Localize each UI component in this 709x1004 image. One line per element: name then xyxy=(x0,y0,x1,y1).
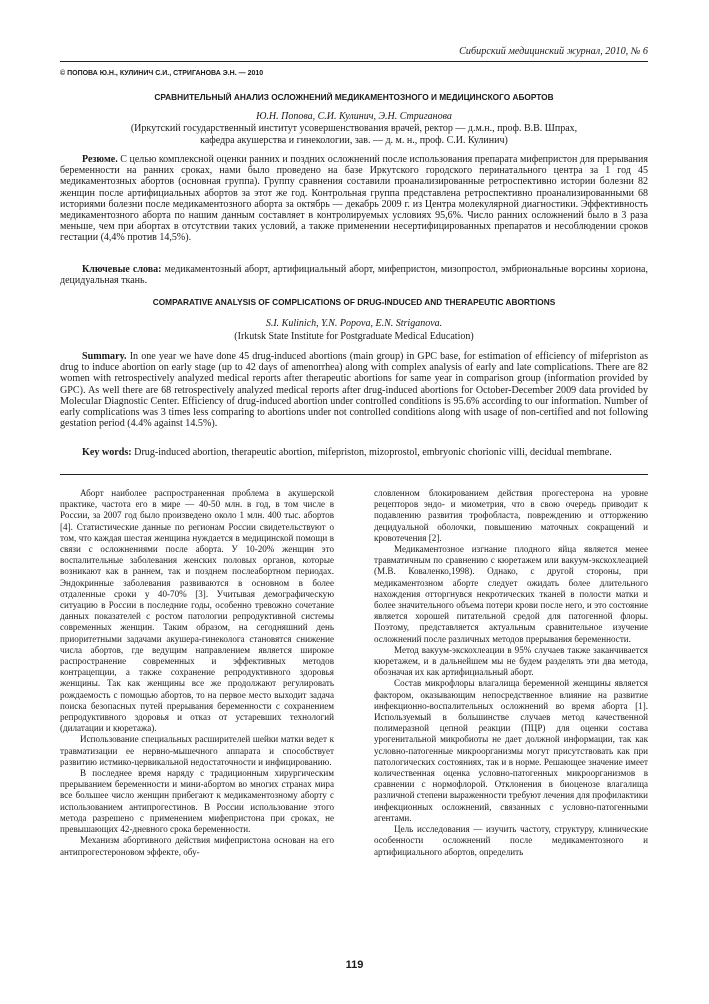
summary-text-ru: С целью комплексной оценки ранних и поздних осложнений после использования препарата мифепристон для прерывания беременности на ранних сроках, нами было проведено на базе Иркутского городского перинатального центра за 1 год 45 медикаментозных абортов (основная группа). Группу сравнения составили проанализированные ретроспективно истории болезни 82 женщин после артифициальных абортов за этот же год. Контрольная группа представлена ретроспективно проанализированными 68 историями болезни после медикаментозного аборта за октябрь — декабрь 2009 г. из Центра молекулярной диагностики. Эффективность медикаментозного аборта по нашим данным составляет в контролируемых условиях 95,6%. Число ранних осложнений было в 3 раза меньше, чем при абортах в отсутствии таких условий, а также применении несертифицированных препаратов и несоблюдении сроков гестации (4,4% против 14,5%). xyxy=(60,154,648,244)
summary-label-en: Summary. xyxy=(82,351,127,362)
body-paragraph: Метод вакуум-экскохлеации в 95% случаев также заканчивается кюретажем, и в дальнейшем мы не будем разделять эти два метода, обозначая их как артифициальный аборт. xyxy=(374,644,648,678)
page-number: 119 xyxy=(345,959,364,971)
body-column-left xyxy=(60,488,334,858)
body-column-right xyxy=(374,488,648,858)
keywords-label-ru: Ключевые слова: xyxy=(82,264,162,275)
body-paragraph: Цель исследования — изучить частоту, структуру, клинические особенности осложнений после медикаментозного и артифициального абортов, определить xyxy=(374,824,648,857)
body-paragraph: Использование специальных расширителей шейки матки ведет к травматизации ее нервно-мышечного аппарата и способствует развитию истмико-цервикальной недостаточности и инфицированию. xyxy=(60,734,334,767)
body-paragraph: Медикаментозное изгнание плодного яйца является менее травматичным по сравнению с кюретажем или вакуум-экскохлеацией (М.В. Коваленко,1998). Однако, с другой стороны, при медикаментозном аборте следует ожидать более длительного нахождения отторгнувся некротических тканей в полости матки и более значительного объема потери крови после него, и это состояние является хорошей питательной средой для патогенной флоры. Поэтому, представляется актуальным сравнительное изучение осложнений после различных методов прерывания беременности. xyxy=(374,544,648,644)
copyright: © ПОПОВА Ю.Н., КУЛИНИЧ С.И., СТРИГАНОВА Э.Н. — 2010 xyxy=(60,70,264,77)
abstract-en xyxy=(60,351,648,429)
keywords-text-ru: медикаментозный аборт, артифициальный аборт, мифепристон, мизопростол, эмбриональные ворсины хориона, децидуальная ткань. xyxy=(60,264,648,287)
summary-label-ru: Резюме. xyxy=(82,154,118,165)
header-rule xyxy=(60,61,648,62)
body-paragraph: Механизм абортивного действия мифепристона основан на его антипрогестероновом эффекте, обу- xyxy=(60,835,334,857)
affiliation-ru-2: кафедра акушерства и гинекологии, зав. — д. м. н., проф. С.И. Кулинич) xyxy=(200,135,508,146)
section-rule xyxy=(60,474,648,475)
body-paragraph: В последнее время наряду с традиционным хирургическим прерыванием беременности и мини-абортом во многих странах мира все большее число женщин прибегают к медикаментозному аборту с использованием антипрогестинов. В России использование этого метода разрешено с применением мифепристона при сроках, не превышающих 42-дневного срока беременности. xyxy=(60,768,334,835)
body-paragraph: словленном блокированием действия прогестерона на уровне рецепторов эндо- и миометрия, что в свою очередь приводит к подавлению развития трофобласта, повреждению и отторжению децидуальной оболочки, повышению маточных сокращений и кровотечения [2]. xyxy=(374,488,648,543)
title-ru: СРАВНИТЕЛЬНЫЙ АНАЛИЗ ОСЛОЖНЕНИЙ МЕДИКАМЕНТОЗНОГО И МЕДИЦИНСКОГО АБОРТОВ xyxy=(154,92,554,102)
keywords-text-en: Drug-induced abortion, therapeutic abortion, mifepriston, mizoprostol, embryonic chorionic villi, decidual membrane. xyxy=(131,447,612,458)
title-en: COMPARATIVE ANALYSIS OF COMPLICATIONS OF DRUG-INDUCED AND THERAPEUTIC ABORTIONS xyxy=(152,297,556,307)
authors-ru: Ю.Н. Попова, С.И. Кулинич, Э.Н. Стриганова xyxy=(256,111,452,122)
summary-text-en: In one year we have done 45 drug-induced abortions (main group) in GPC base, for estimation of efficiency of mifepriston as drug to induce abortion on early stage (up to 42 days of amenorrhea) along with complex analysis of early and late complications. There are 82 women with retrospectively analyzed medical reports after therapeutic abortions for same year in comparison group (information provided by GPC). As well there are 68 retrospectively analyzed medical reports after drug-induced abortions for October-December 2009 data provided by Molecular Diagnostic Center. Efficiency of drug-induced abortion under controlled conditions is 95.6% according to our information. Number of early complications was 3 times less comparing to abortions under not controlled conditions along with usage of non-certified and not following gestation period (4.4% against 14.5%). xyxy=(60,351,648,430)
keywords-en xyxy=(60,447,648,458)
keywords-ru xyxy=(60,264,648,286)
authors-en: S.I. Kulinich, Y.N. Popova, E.N. Striganova. xyxy=(265,318,443,329)
body-paragraph: Аборт наиболее распространенная проблема в акушерской практике, частота его в мире — 40-50 млн. в год, в том числе в России, за 2007 год было произведено около 1 млн. 400 тыс. абортов [4]. Статистические данные по регионам России свидетельствуют о том, что каждая шестая женщина нуждается в медицинской помощи в связи с осложнениями после аборта. У 10-20% женщин это воспалительные заболевания женских половых органов, которые возникают как в раннем, так и позднем послеабортном периодах. Эндокринные заболевания развиваются в основном в более отдаленные сроки у 40-70% [3]. Учитывая демографическую ситуацию в России в последние годы, особенно тревожно сочетание данных показателей с ростом патологии репродуктивной системы современных женщин. Таким образом, на сегодняшний день приоритетными задачами акушера-гинеколога становятся снижение числа абортов, где ведущим направлением является широкое распространение современных и эффективных методов контрацепции, а также сохранение репродуктивного здоровья женщины. Так как женщины все же продолжают регулировать рождаемость с помощью абортов, то на первое место выходит задача поиска безопасных путей прерывания беременности с сохранением репродуктивного здоровья и отказ от устаревших технологий (дилатации и кюретажа). xyxy=(60,488,334,734)
abstract-ru xyxy=(60,154,648,244)
keywords-label-en: Key words: xyxy=(82,447,132,458)
journal-header: Сибирский медицинский журнал, 2010, № 6 xyxy=(459,46,648,57)
affiliation-en: (Irkutsk State Institute for Postgraduate Medical Education) xyxy=(234,331,474,342)
affiliation-ru-1: (Иркутский государственный институт усовершенствования врачей, ректор — д.м.н., проф. В.В. Шпрах, xyxy=(130,123,578,134)
body-paragraph: Состав микрофлоры влагалища беременной женщины является фактором, оказывающим непосредственное влияние на развитие инфекционно-воспалительных осложнений во время аборта [1]. Используемый в большинстве случаев метод качественной полимеразной цепной реакции (ПЦР) для оценки состава урогенитальной микробиоты не дает должной информации, так как условно-патогенные микроорганизмы могут присутствовать как при патологических состояниях, так и в норме. Решающее значение имеет количественная оценка условно-патогенных микроорганизмов в сравнении с нормофлорой. Отклонения в биоценозе влагалища различной степени выраженности требуют лечения для профилактики инфекционных осложнений, связанных с условно-патогенными агентами. xyxy=(374,678,648,823)
